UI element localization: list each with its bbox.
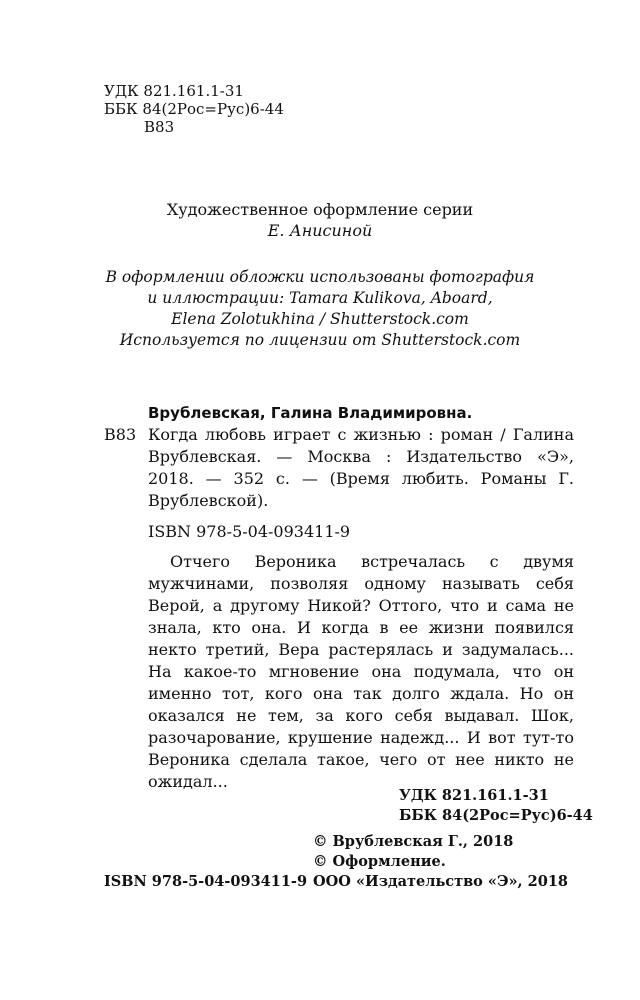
author-heading: Врублевская, Галина Владимировна. xyxy=(148,404,473,422)
copyright-author: © Врублевская Г., 2018 xyxy=(313,833,514,850)
udk-code: УДК 821.161.1-31 xyxy=(104,82,244,100)
classification-codes xyxy=(104,82,284,136)
copyright-publisher: ООО «Издательство «Э», 2018 xyxy=(313,873,569,890)
book-description xyxy=(104,424,574,512)
cover-credit-line-3: Elena Zolotukhina / Shutterstock.com xyxy=(171,310,469,328)
bottom-udk: УДК 821.161.1-31 xyxy=(399,787,549,804)
isbn-bottom: ISBN 978-5-04-093411-9 xyxy=(104,873,308,890)
bottom-classification-codes xyxy=(399,786,593,826)
series-design-author: Е. Анисиной xyxy=(267,221,373,240)
record-code: В83 xyxy=(104,425,137,444)
bottom-bbk: ББК 84(2Рос=Рус)6-44 xyxy=(399,807,593,824)
series-design-line: Художественное оформление серии xyxy=(166,200,474,219)
cover-credit-line-1: В оформлении обложки использованы фотография xyxy=(105,268,535,286)
copyright-block xyxy=(313,832,568,892)
copyright-design: © Оформление. xyxy=(313,853,446,870)
bbk-code: ББК 84(2Рос=Рус)6-44 xyxy=(104,100,284,118)
cover-credit-line-2: и иллюстрации: Tamara Kulikova, Aboard, xyxy=(147,289,493,307)
cover-credit-line-4: Используется по лицензии от Shutterstock.com xyxy=(119,331,521,349)
series-design-credit xyxy=(0,199,640,241)
record-isbn: ISBN 978-5-04-093411-9 xyxy=(148,522,351,541)
author-mark: В83 xyxy=(144,118,175,136)
description-text: Когда любовь играет с жизнью : роман / Галина Врублевская. — Москва : Издательство «Э», 2018. — 352 с. — (Время любить. Романы Г. Врублевской). xyxy=(148,425,574,510)
cover-credits xyxy=(0,267,640,351)
annotation: Отчего Вероника встречалась с двумя мужчинами, позволяя одному называть себя Верой, а другому Никой? Оттого, что и сама не знала, кто она. И когда в ее жизни появился некто третий, Вера растерялась и задумалась... На какое-то мгновение она подумала, что он именно тот, кого она так долго ждала. Но он оказался не тем, за кого себя выдавал. Шок, разочарование, крушение надежд... И вот тут-то Вероника сделала такое, чего от нее никто не ожидал... xyxy=(148,552,574,791)
bibliographic-record xyxy=(104,402,574,793)
